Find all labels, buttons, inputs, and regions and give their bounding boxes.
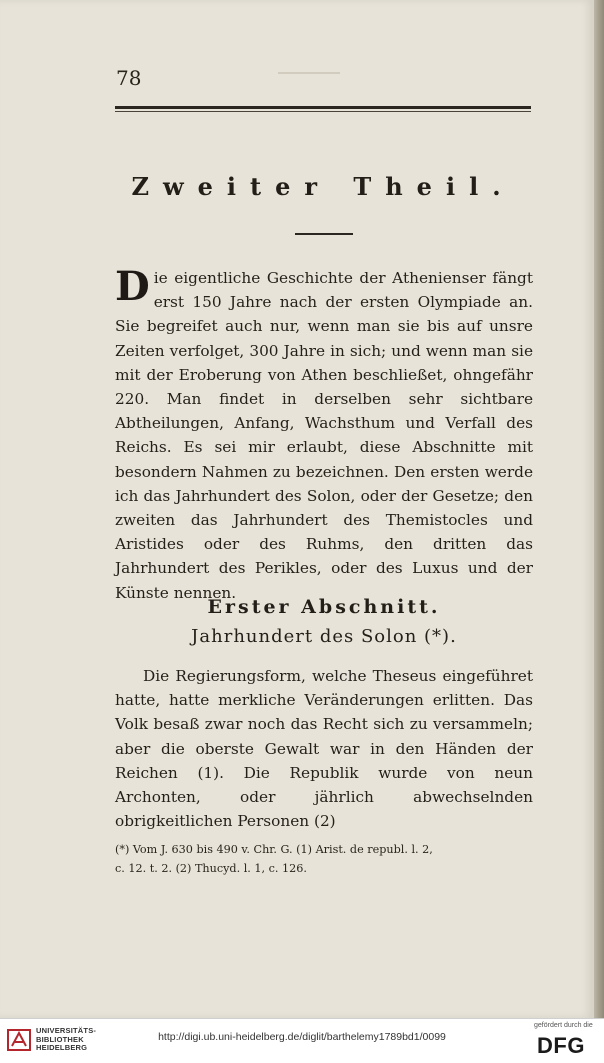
section-title: Erster Abschnitt.	[207, 596, 441, 618]
footnote-line: (*) Vom J. 630 bis 490 v. Chr. G. (1) Arist. de republ. l. 2,	[115, 843, 433, 856]
footnotes	[115, 840, 533, 878]
section-paragraph	[115, 664, 533, 833]
footnote-rule	[368, 822, 532, 823]
dfg-logo[interactable]: DFG	[537, 1033, 585, 1058]
intro-text: ie eigentliche Geschichte der Athenienser fängt erst 150 Jahre nach der ersten Olympiade an. Sie begreifet auch nur, wenn man sie bis auf unsre Zeiten verfolget, 300 Jahre in sich; und wenn man sie mit der Eroberung von Athen beschließet, ohngefähr 220. Man findet in derselben sehr sichtbare Abtheilungen, Anfang, Wachsthum und Verfall des Reichs. Es sei mir erlaubt, diese Abschnitte mit besondern Nahmen zu bezeichnen. Den ersten werde ich das Jahrhundert des Solon, oder der Gesetze; den zweiten das Jahrhundert des Themistocles und Aristides oder des Ruhms, den dritten das Jahrhundert des Perikles, oder des Luxus und der Künste nennen.	[115, 269, 533, 602]
header-rule-thin	[115, 111, 531, 112]
permalink-url[interactable]: http://digi.ub.uni-heidelberg.de/diglit/barthelemy1789bd1/0099	[158, 1031, 446, 1043]
heading-divider	[295, 233, 353, 235]
bleed-through-mark	[278, 72, 340, 74]
intro-paragraph	[115, 263, 533, 605]
footnote-line: c. 12. t. 2. (2) Thucyd. l. 1, c. 126.	[115, 862, 307, 875]
part-heading: Zweiter Theil.	[131, 172, 515, 201]
section-text: Die Regierungsform, welche Theseus eingeführet hatte, hatte merkliche Veränderungen erlitten. Das Volk besaß zwar noch das Recht sich zu versammeln; aber die oberste Gewalt war in den Händen der Reichen (1). Die Republik wurde von neun Archonten, oder jährlich abwechselnden obrigkeitlichen Personen (2)	[115, 667, 533, 831]
funded-by-label: gefördert durch die	[534, 1022, 593, 1029]
drop-cap: D	[115, 263, 150, 310]
page-number: 78	[116, 66, 142, 90]
page-edge	[594, 0, 604, 1018]
library-name[interactable]: UNIVERSITÄTS- BIBLIOTHEK HEIDELBERG	[36, 1026, 97, 1052]
header-rule	[115, 106, 531, 109]
section-subtitle: Jahrhundert des Solon (*).	[191, 626, 457, 647]
